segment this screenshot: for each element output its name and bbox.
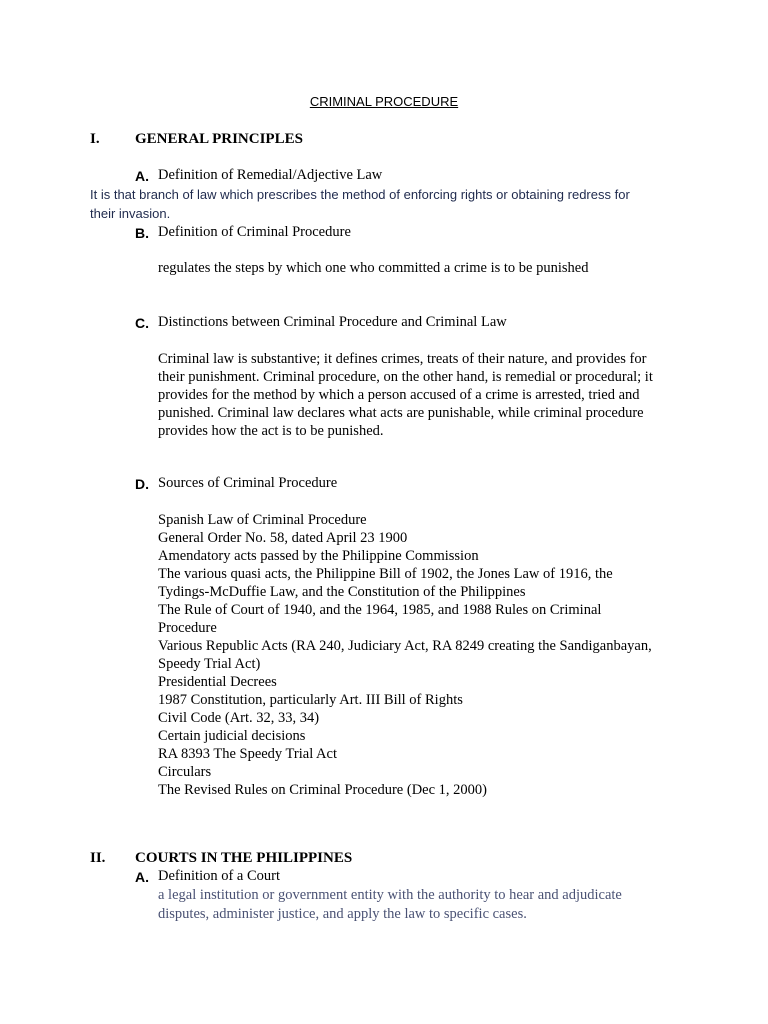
- subsection-1c-body: [158, 350, 653, 440]
- section-1-heading: GENERAL PRINCIPLES: [135, 131, 303, 147]
- body-line: punished. Criminal law declares what acts are punishable, while criminal procedure: [158, 405, 644, 421]
- body-line: Criminal law is substantive; it defines crimes, treats of their nature, and provides for: [158, 351, 647, 367]
- subsection-1c-heading: Distinctions between Criminal Procedure and Criminal Law: [158, 314, 507, 330]
- list-item: The various quasi acts, the Philippine Bill of 1902, the Jones Law of 1916, the: [158, 566, 613, 582]
- subsection-1b-heading: Definition of Criminal Procedure: [158, 224, 351, 240]
- subsection-1b-body: regulates the steps by which one who committed a crime is to be punished: [158, 260, 589, 276]
- subsection-1a-body: [90, 186, 630, 223]
- body-line: provides how the act is to be punished.: [158, 423, 384, 439]
- list-item: RA 8393 The Speedy Trial Act: [158, 746, 337, 762]
- list-item: Various Republic Acts (RA 240, Judiciary Act, RA 8249 creating the Sandiganbayan,: [158, 638, 652, 654]
- list-item: Civil Code (Art. 32, 33, 34): [158, 710, 320, 726]
- list-item: Circulars: [158, 764, 212, 780]
- section-2-numeral: II.: [90, 850, 106, 866]
- subsection-1d-heading: Sources of Criminal Procedure: [158, 475, 338, 491]
- subsection-1c-letter: C.: [135, 315, 149, 331]
- subsection-2a-letter: A.: [135, 869, 149, 885]
- body-line: their punishment. Criminal procedure, on the other hand, is remedial or procedural; it: [158, 369, 653, 385]
- list-item: Presidential Decrees: [158, 674, 277, 690]
- subsection-2a-heading: Definition of a Court: [158, 868, 281, 884]
- body-line: a legal institution or government entity with the authority to hear and adjudicate: [158, 887, 622, 903]
- list-item: Tydings-McDuffie Law, and the Constitution of the Philippines: [158, 584, 526, 600]
- section-2-heading: COURTS IN THE PHILIPPINES: [135, 850, 353, 866]
- list-item: Certain judicial decisions: [158, 728, 306, 744]
- list-item: Spanish Law of Criminal Procedure: [158, 512, 367, 528]
- subsection-1a-letter: A.: [135, 168, 149, 184]
- list-item: General Order No. 58, dated April 23 1900: [158, 530, 408, 546]
- subsection-2a-body: [158, 886, 677, 923]
- list-item: Speedy Trial Act): [158, 656, 261, 672]
- list-item: 1987 Constitution, particularly Art. III Bill of Rights: [158, 692, 463, 708]
- list-item: Procedure: [158, 620, 217, 636]
- list-item: The Rule of Court of 1940, and the 1964, 1985, and 1988 Rules on Criminal: [158, 602, 602, 618]
- body-line: disputes, administer justice, and apply the law to specific cases.: [158, 905, 527, 922]
- document-title: CRIMINAL PROCEDURE: [309, 94, 459, 109]
- body-line: their invasion.: [90, 205, 171, 221]
- list-item: The Revised Rules on Criminal Procedure (Dec 1, 2000): [158, 782, 487, 798]
- sources-list: [158, 511, 652, 799]
- section-1-numeral: I.: [90, 131, 100, 147]
- subsection-1d-letter: D.: [135, 476, 149, 492]
- list-item: Amendatory acts passed by the Philippine Commission: [158, 548, 479, 564]
- subsection-1a-heading: Definition of Remedial/Adjective Law: [158, 167, 383, 183]
- body-line: It is that branch of law which prescribes the method of enforcing rights or obtaining redress for: [90, 187, 630, 202]
- subsection-1b-letter: B.: [135, 225, 149, 241]
- body-line: provides for the method by which a person accused of a crime is arrested, tried and: [158, 387, 640, 403]
